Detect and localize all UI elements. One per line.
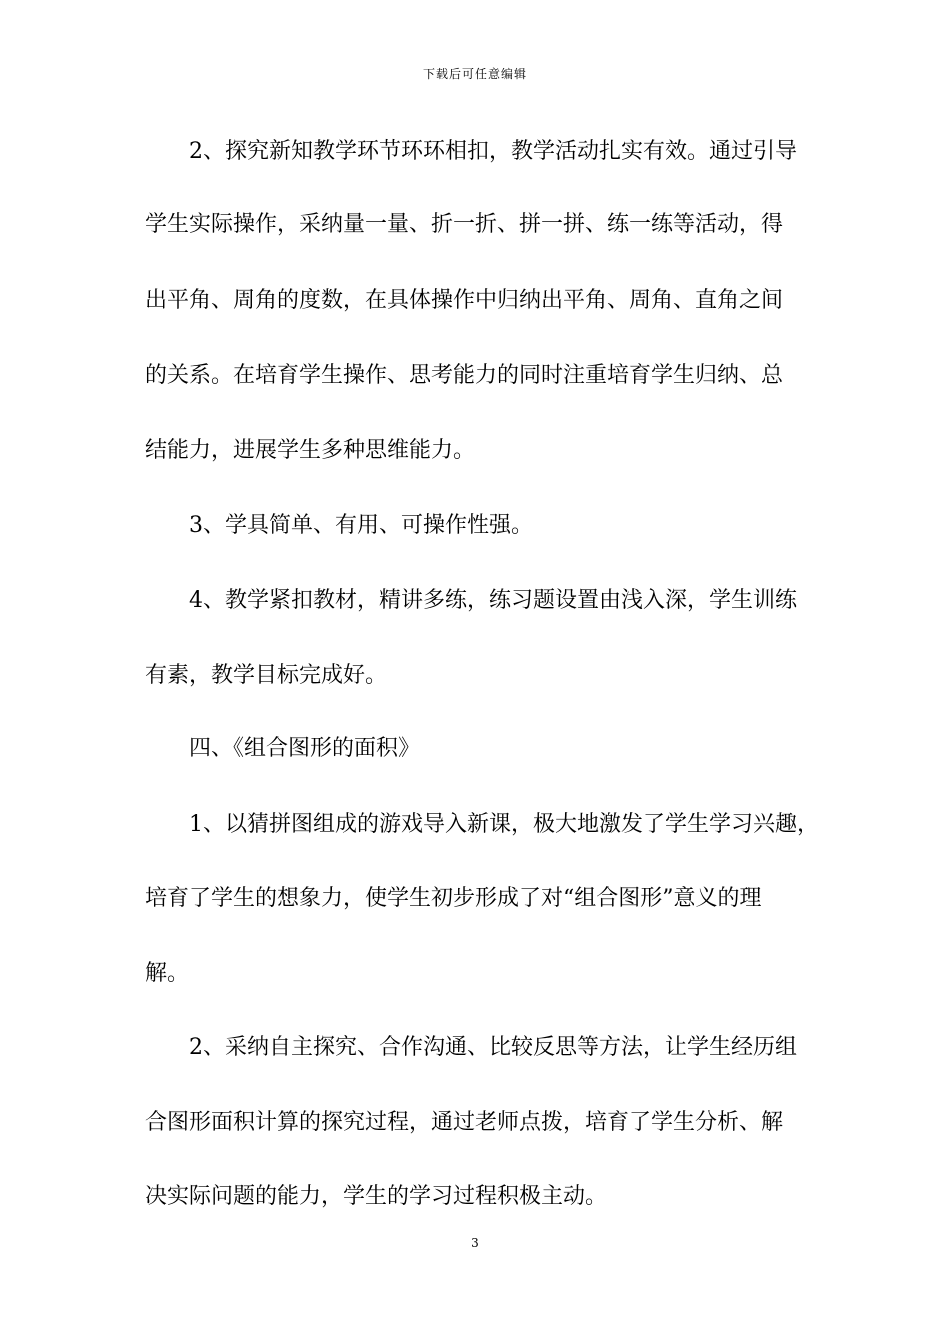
section-heading: 四、《组合图形的面积》	[145, 736, 421, 761]
text-line: 出平角、周角的度数，在具体操作中归纳出平角、周角、直角之间	[145, 288, 784, 313]
text-line: 3、学具简单、有用、可操作性强。	[145, 513, 533, 538]
text-line: 的关系。在培育学生操作、思考能力的同时注重培育学生归纳、总	[145, 363, 784, 388]
text-line: 2、探究新知教学环节环环相扣，教学活动扎实有效。通过引导	[145, 139, 797, 164]
text-line: 结能力，进展学生多种思维能力。	[145, 438, 476, 463]
text-line: 4、教学紧扣教材，精讲多练，练习题设置由浅入深，学生训练	[145, 588, 797, 613]
text-line: 合图形面积计算的探究过程，通过老师点拨，培育了学生分析、解	[145, 1110, 784, 1135]
text-line: 决实际问题的能力，学生的学习过程积极主动。	[145, 1184, 608, 1209]
text-line: 有素，教学目标完成好。	[145, 663, 388, 688]
page-header-note: 下载后可任意编辑	[422, 67, 527, 81]
text-line: 解。	[145, 961, 190, 986]
page-number: 3	[471, 1236, 479, 1250]
text-line: 1、以猜拼图组成的游戏导入新课，极大地激发了学生学习兴趣，	[145, 812, 819, 837]
text-line: 学生实际操作，采纳量一量、折一折、拼一拼、练一练等活动，得	[145, 212, 784, 237]
text-line: 培育了学生的想象力，使学生初步形成了对“组合图形”意义的理	[145, 886, 762, 911]
text-line: 2、采纳自主探究、合作沟通、比较反思等方法，让学生经历组	[145, 1035, 797, 1060]
